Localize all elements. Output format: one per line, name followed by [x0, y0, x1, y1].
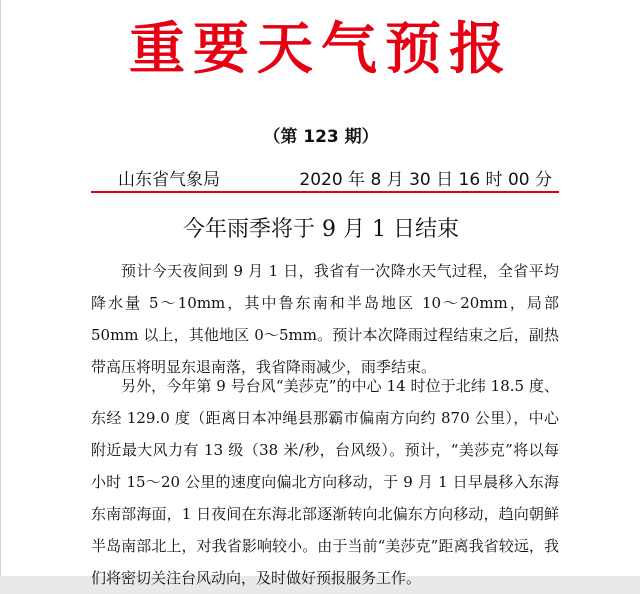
header-divider: [91, 191, 559, 193]
issue-number: （第 123 期）: [263, 127, 379, 147]
article-headline: 今年雨季将于 9 月 1 日结束: [183, 217, 459, 242]
paragraph-2: 另外，今年第 9 号台风“美莎克”的中心 14 时位于北纬 18.5 度、东经 129.0 度（距离日本冲绳县那霸市偏南方向约 870 公里），中心附近最大风力有 13 级（38 米/秒，台风级）。预计，“美莎克”将以每小时 15～20 公里的速度向偏北方向移动，于 9 月 1 日早晨移入东海东南部海面，1 日夜间在东海北部逐渐转向北偏东方向移动，趋向朝鲜半岛南部北上，对我省影响较小。由于当前“美莎克”距离我省较远，我们将密切关注台风动向，及时做好预报服务工作。: [91, 377, 559, 587]
report-title: 重要天气预报: [129, 17, 513, 82]
issuing-agency: 山东省气象局: [118, 170, 220, 190]
issue-time: 2020 年 8 月 30 日 16 时 00 分: [299, 170, 552, 190]
paragraph-1: 预计今天夜间到 9 月 1 日，我省有一次降水天气过程，全省平均降水量 5～10mm，其中鲁东南和半岛地区 10～20mm，局部 50mm 以上，其他地区 0～5mm。预计本次降雨过程结束之后，副热带高压将明显东退南落，我省降雨减少，雨季结束。: [91, 262, 559, 376]
